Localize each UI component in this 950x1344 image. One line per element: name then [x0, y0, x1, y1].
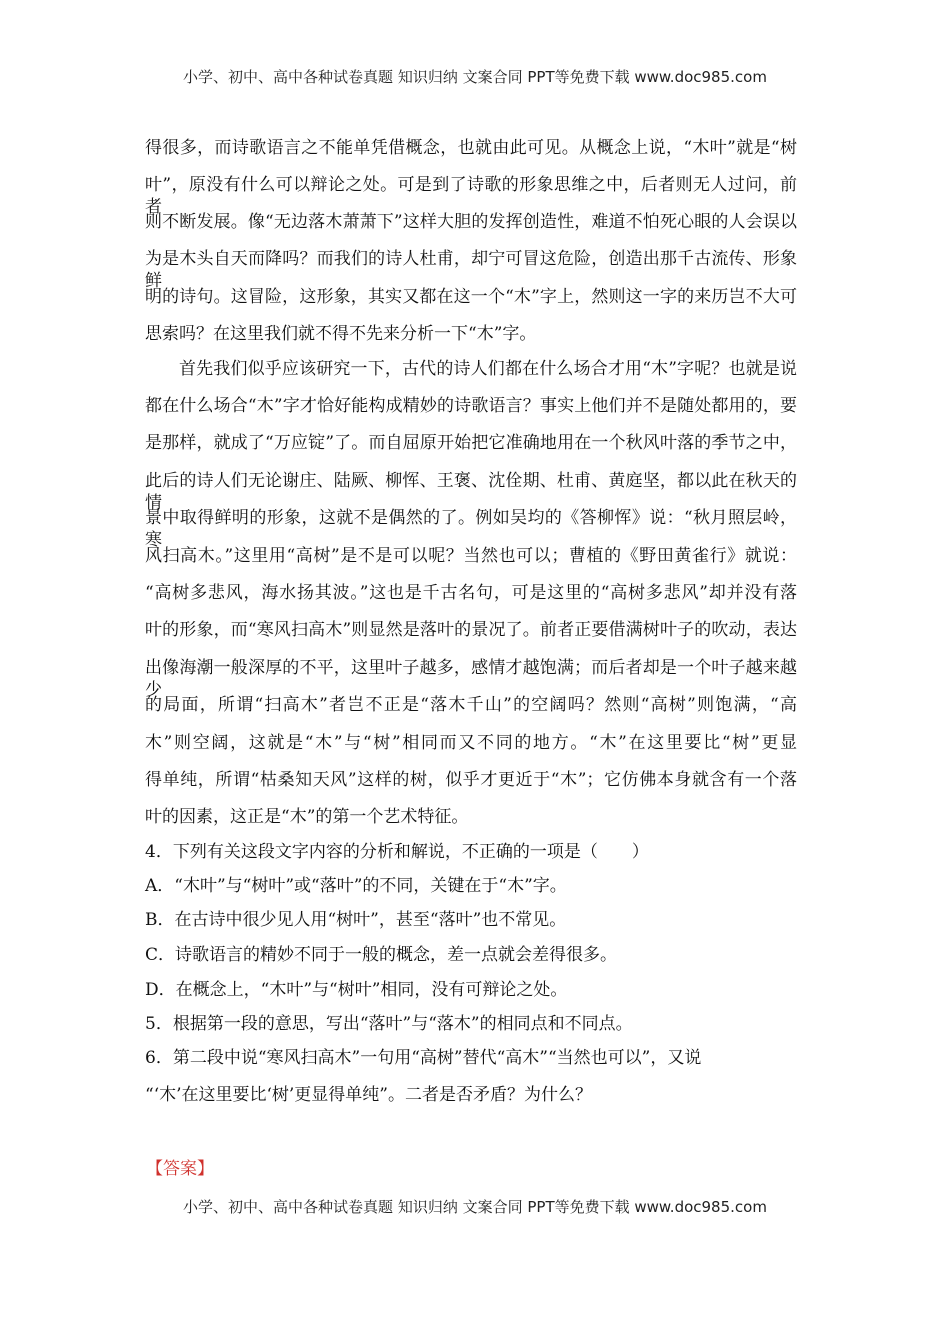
answer-label: 【答案】 [146, 1159, 214, 1179]
text-line: 为是木头自天而降吗？而我们的诗人杜甫，却宁可冒这危险，创造出那千古流传、形象鲜 [145, 249, 797, 291]
text-line: 出像海潮一般深厚的不平，这里叶子越多，感情才越饱满；而后者却是一个叶子越来越少 [145, 658, 797, 700]
text-line: 思索吗？在这里我们就不得不先来分析一下“木”字。 [145, 324, 537, 344]
text-line: 都在什么场合“木”字才恰好能构成精妙的诗歌语言？事实上他们并不是随处都用的，要 [145, 396, 797, 416]
text-line: 叶的形象，而“寒风扫高木”则显然是落叶的景况了。前者正要借满树叶子的吹动，表达 [145, 620, 797, 640]
text-line: 是那样，就成了“万应锭”了。而自屈原开始把它准确地用在一个秋风叶落的季节之中， [145, 433, 797, 453]
text-line: 此后的诗人们无论谢庄、陆厥、柳恽、王褒、沈佺期、杜甫、黄庭坚，都以此在秋天的情 [145, 471, 797, 513]
question-6-continued: “‘木’在这里要比‘树’更显得单纯”。二者是否矛盾？为什么？ [145, 1085, 592, 1105]
text-line: 叶”，原没有什么可以辩论之处。可是到了诗歌的形象思维之中，后者则无人过问，前者 [145, 175, 797, 217]
page-header: 小学、初中、高中各种试卷真题 知识归纳 文案合同 PPT等免费下载 www.doc985.com [183, 68, 767, 86]
option-c: C．诗歌语言的精妙不同于一般的概念，差一点就会差得很多。 [145, 945, 618, 965]
option-d: D．在概念上，“木叶”与“树叶”相同，没有可辩论之处。 [145, 980, 568, 1000]
question-5: 5．根据第一段的意思，写出“落叶”与“落木”的相同点和不同点。 [145, 1014, 633, 1034]
text-line: 得单纯，所谓“枯桑知天风”这样的树，似乎才更近于“木”；它仿佛本身就含有一个落 [145, 770, 797, 790]
page-footer: 小学、初中、高中各种试卷真题 知识归纳 文案合同 PPT等免费下载 www.doc985.com [183, 1198, 767, 1216]
text-line: 得很多，而诗歌语言之不能单凭借概念，也就由此可见。从概念上说，“木叶”就是“树 [145, 138, 797, 158]
text-line: “高树多悲风，海水扬其波。”这也是千古名句，可是这里的“高树多悲风”却并没有落 [145, 583, 797, 603]
text-line: 木”则空阔，这就是“木”与“树”相同而又不同的地方。“木”在这里要比“树”更显 [145, 733, 797, 753]
text-line: 叶的因素，这正是“木”的第一个艺术特征。 [145, 807, 469, 827]
option-b: B．在古诗中很少见人用“树叶”，甚至“落叶”也不常见。 [145, 910, 567, 930]
text-line: 首先我们似乎应该研究一下，古代的诗人们都在什么场合才用“木”字呢？也就是说 [179, 359, 797, 379]
option-a: A．“木叶”与“树叶”或“落叶”的不同，关键在于“木”字。 [145, 876, 567, 896]
text-line: 明的诗句。这冒险，这形象，其实又都在这一个“木”字上，然则这一字的来历岂不大可 [145, 287, 797, 307]
text-line: 风扫高木。”这里用“高树”是不是可以呢？当然也可以；曹植的《野田黄雀行》就说： [145, 546, 797, 566]
question-6: 6．第二段中说“寒风扫高木”一句用“高树”替代“高木”“当然也可以”，又说 [145, 1048, 702, 1068]
text-line: 景中取得鲜明的形象，这就不是偶然的了。例如吴均的《答柳恽》说：“秋月照层岭，寒 [145, 508, 797, 550]
question-4: 4．下列有关这段文字内容的分析和解说，不正确的一项是（ ） [145, 842, 649, 862]
text-line: 的局面，所谓“扫高木”者岂不正是“落木千山”的空阔吗？然则“高树”则饱满，“高 [145, 695, 797, 715]
text-line: 则不断发展。像“无边落木萧萧下”这样大胆的发挥创造性，难道不怕死心眼的人会误以 [145, 212, 797, 232]
